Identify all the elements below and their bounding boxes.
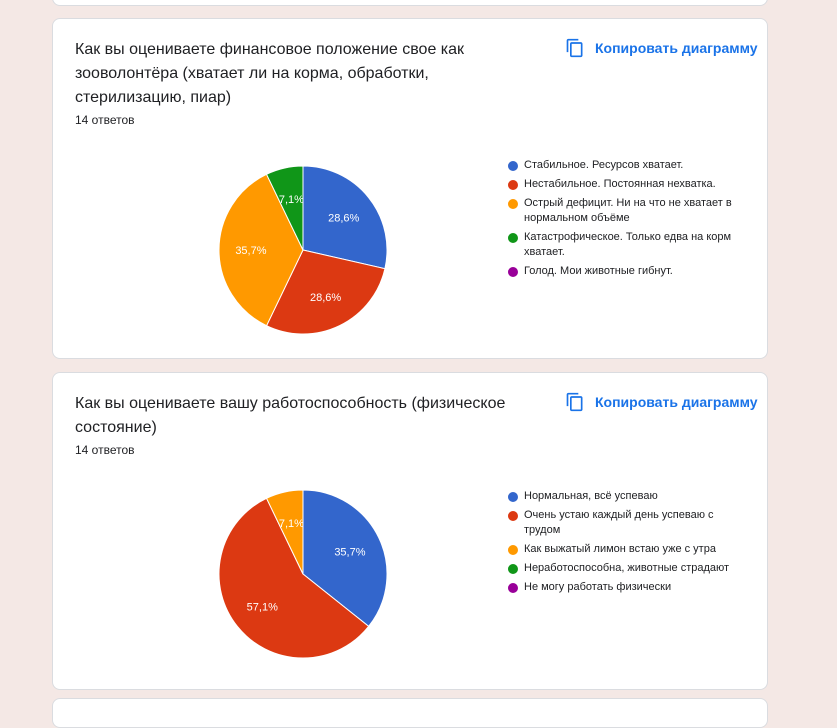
copy-chart-label: Копировать диаграмму bbox=[595, 40, 758, 56]
legend-item bbox=[508, 542, 738, 557]
legend-swatch bbox=[508, 161, 518, 171]
question-card-1 bbox=[52, 18, 768, 359]
copy-icon bbox=[565, 392, 585, 412]
legend-item bbox=[508, 158, 738, 173]
copy-chart-button[interactable] bbox=[565, 38, 758, 58]
legend-label: Очень устаю каждый день успеваю с трудом bbox=[524, 509, 714, 536]
legend-item bbox=[508, 489, 738, 504]
legend-label: Как выжатый лимон встаю уже с утра bbox=[524, 543, 716, 555]
previous-question-card bbox=[52, 0, 768, 6]
pie-chart bbox=[203, 474, 403, 674]
legend-swatch bbox=[508, 511, 518, 521]
legend-swatch bbox=[508, 180, 518, 190]
copy-chart-button[interactable] bbox=[565, 392, 758, 412]
legend-label: Катастрофическое. Только едва на корм хватает. bbox=[524, 231, 732, 258]
legend-label: Нормальная, всё успеваю bbox=[524, 490, 658, 502]
slice-label: 7,1% bbox=[278, 518, 304, 531]
slice-label: 28,6% bbox=[328, 212, 360, 225]
legend-swatch bbox=[508, 583, 518, 593]
slice-label: 35,7% bbox=[235, 245, 267, 257]
chart-legend bbox=[508, 158, 738, 283]
slice-label: 35,7% bbox=[334, 546, 366, 559]
pie-chart bbox=[203, 150, 403, 350]
legend-item bbox=[508, 230, 738, 260]
response-count: 14 ответов bbox=[75, 443, 135, 457]
legend-swatch bbox=[508, 545, 518, 555]
legend-item bbox=[508, 580, 738, 595]
legend-label: Не могу работать физически bbox=[524, 581, 672, 593]
copy-chart-label: Копировать диаграмму bbox=[595, 394, 758, 410]
legend-swatch bbox=[508, 492, 518, 502]
legend-label: Стабильное. Ресурсов хватает. bbox=[524, 159, 684, 171]
legend-item bbox=[508, 177, 738, 192]
slice-label: 7,1% bbox=[278, 194, 304, 207]
slice-label: 57,1% bbox=[246, 601, 278, 614]
response-count: 14 ответов bbox=[75, 113, 135, 127]
legend-swatch bbox=[508, 233, 518, 243]
slice-label: 28,6% bbox=[309, 291, 342, 304]
legend-item bbox=[508, 264, 738, 279]
copy-icon bbox=[565, 38, 585, 58]
question-card-2 bbox=[52, 372, 768, 690]
legend-item bbox=[508, 196, 738, 226]
next-question-card bbox=[52, 698, 768, 728]
legend-item bbox=[508, 561, 738, 576]
question-title: Как вы оцениваете вашу работоспособность (физическое состояние) bbox=[75, 395, 506, 436]
legend-swatch bbox=[508, 267, 518, 277]
legend-item bbox=[508, 508, 738, 538]
legend-label: Неработоспособна, животные страдают bbox=[524, 562, 730, 574]
legend-label: Голод. Мои животные гибнут. bbox=[524, 265, 673, 277]
chart-legend bbox=[508, 489, 738, 599]
legend-swatch bbox=[508, 564, 518, 574]
legend-swatch bbox=[508, 199, 518, 209]
question-title: Как вы оцениваете финансовое положение свое как зооволонтёра (хватает ли на корма, обработки, стерилизацию, пиар) bbox=[75, 41, 465, 106]
legend-label: Нестабильное. Постоянная нехватка. bbox=[524, 178, 716, 190]
legend-label: Острый дефицит. Ни на что не хватает в нормальном объёме bbox=[524, 197, 732, 224]
